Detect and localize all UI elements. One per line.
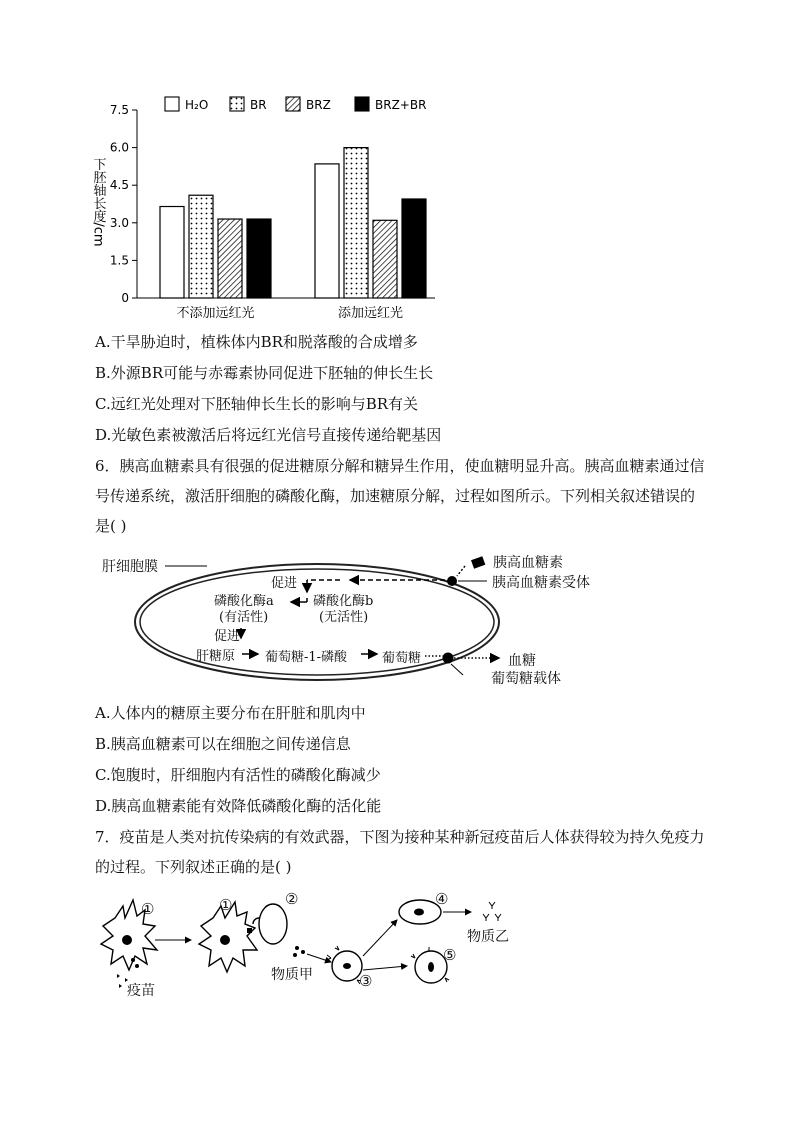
- bar-solid-1: [402, 199, 426, 298]
- bar-empty-0: [160, 207, 184, 298]
- bar-chart: [90, 92, 450, 322]
- q5-option-b: B.外源BR可能与赤霉素协同促进下胚轴的伸长生长: [95, 364, 434, 382]
- label-membrane: 肝细胞膜: [102, 559, 158, 575]
- cell-2: [259, 904, 287, 944]
- label-receptor: 胰高血糖素受体: [492, 575, 590, 591]
- q6-option-d: D.胰高血糖素能有效降低磷酸化酶的活化能: [95, 797, 382, 815]
- label-c1b: ①: [219, 896, 233, 914]
- q5-option-c: C.远红光处理对下胚轴伸长生长的影响与BR有关: [95, 395, 419, 413]
- q6-diagram: [95, 550, 705, 690]
- q7-diagram: [95, 888, 575, 1003]
- q6-option-b: B.胰高血糖素可以在细胞之间传递信息: [95, 735, 351, 753]
- receptor-shape: [447, 576, 457, 586]
- carrier-shape: [443, 653, 454, 664]
- bar-solid-0: [247, 219, 271, 298]
- q6-stem: 6．胰高血糖素具有很强的促进糖原分解和糖异生作用，使血糖明显升高。胰高血糖素通过信号传递系统，激活肝细胞的磷酸化酶，加速糖原分解，过程如图所示。下列相关叙述错误的是( ): [95, 457, 705, 535]
- label-vaccine: 疫苗: [127, 983, 155, 999]
- x-category-label: 不添加远红光: [176, 306, 255, 321]
- legend-label: BRZ: [306, 98, 331, 112]
- hormone-shape: [471, 556, 485, 569]
- legend-swatch-empty: [165, 97, 179, 111]
- q5-option-d: D.光敏色素被激活后将远红光信号直接传递给靶基因: [95, 426, 442, 444]
- label-c2: ②: [285, 890, 299, 908]
- label-c1a: ①: [141, 900, 155, 918]
- label-c3: ③: [359, 972, 373, 990]
- legend-swatch-solid: [355, 97, 369, 111]
- legend-label: BR: [250, 98, 267, 112]
- legend-swatch-dotted: [230, 97, 244, 111]
- legend-label: BRZ+BR: [375, 98, 427, 112]
- q7-stem: 7．疫苗是人类对抗传染病的有效武器，下图为接种某种新冠疫苗后人体获得较为持久免疫力的过程。下列叙述正确的是( ): [95, 828, 705, 876]
- label-g1p: 葡萄糖-1-磷酸: [265, 650, 348, 665]
- bar-dotted-0: [189, 195, 213, 298]
- label-glucose: 葡萄糖: [382, 651, 422, 666]
- label-enzyme-b-note: (无活性): [319, 610, 369, 625]
- label-blood-glucose: 血糖: [508, 653, 536, 669]
- y-tick-label: 0: [121, 291, 129, 305]
- q6-option-a: A.人体内的糖原主要分布在肝脏和肌肉中: [95, 704, 366, 722]
- q5-option-a: A.干旱胁迫时，植株体内BR和脱落酸的合成增多: [95, 333, 418, 351]
- y-tick-label: 1.5: [109, 253, 129, 268]
- y-axis-label: 下胚轴长度/cm: [90, 157, 106, 247]
- label-promote-1: 促进: [271, 576, 298, 591]
- label-carrier: 葡萄糖载体: [491, 671, 561, 687]
- label-c5: ⑤: [443, 946, 457, 964]
- label-substance-b: 物质乙: [467, 929, 509, 945]
- label-substance-a: 物质甲: [271, 967, 313, 983]
- y-tick-label: 6.0: [109, 140, 129, 155]
- bar-empty-1: [315, 164, 339, 298]
- y-tick-label: 3.0: [109, 215, 129, 230]
- legend-label: H₂O: [185, 98, 209, 112]
- bar-hatched-0: [218, 219, 242, 298]
- label-enzyme-a-note: (有活性): [219, 610, 269, 625]
- x-category-label: 添加远红光: [337, 306, 404, 321]
- label-enzyme-a: 磷酸化酶a: [214, 594, 274, 609]
- label-c4: ④: [435, 890, 449, 908]
- y-tick-label: 7.5: [109, 103, 129, 117]
- q6-option-c: C.饱腹时，肝细胞内有活性的磷酸化酶减少: [95, 766, 381, 784]
- bar-hatched-1: [373, 220, 397, 298]
- label-promote-2: 促进: [214, 629, 241, 644]
- label-enzyme-b: 磷酸化酶b: [313, 594, 374, 609]
- label-glycogen: 肝糖原: [196, 649, 236, 664]
- legend-swatch-hatched: [286, 97, 300, 111]
- bar-dotted-1: [344, 148, 368, 298]
- y-tick-label: 4.5: [109, 178, 129, 193]
- label-hormone: 胰高血糖素: [493, 555, 563, 571]
